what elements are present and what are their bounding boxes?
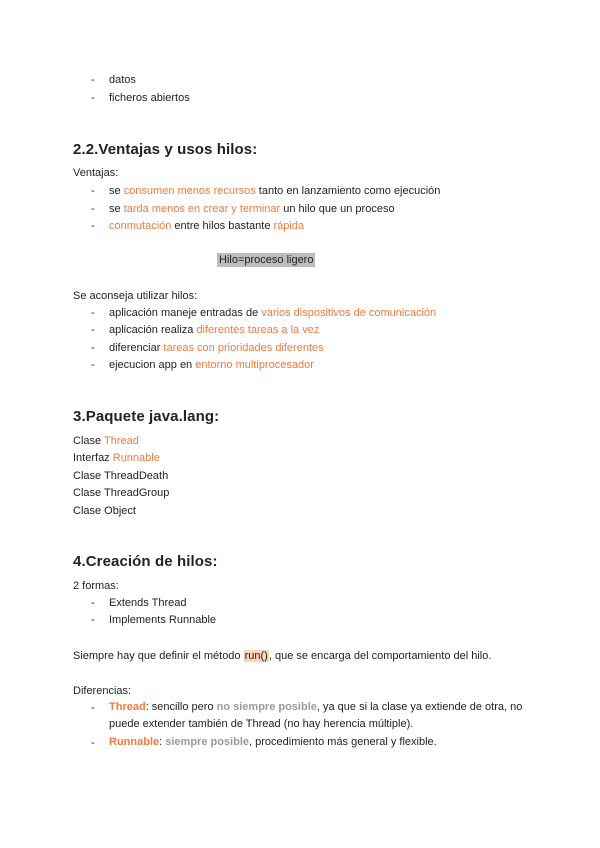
list-item-text: aplicación realiza diferentes tareas a la vez [109, 324, 320, 336]
bullet-dash: - [91, 74, 95, 86]
bullet-dash: - [91, 185, 95, 197]
list-item-text: Implements Runnable [109, 614, 217, 626]
list-item-text: aplicación maneje entradas de varios dispositivos de comunicación [109, 307, 437, 319]
list-item-text: diferenciar tareas con prioridades diferentes [109, 342, 324, 354]
class-line: Clase ThreadGroup [73, 487, 170, 499]
bullet-dash: - [91, 359, 95, 371]
highlight-note [217, 253, 315, 267]
list-item-text: se tarda menos en crear y terminar un hilo que un proceso [109, 203, 395, 215]
diff-runnable-text: Runnable: siempre posible, procedimiento más general y flexible. [109, 736, 437, 748]
bullet-dash: - [91, 220, 95, 232]
list-item-text: se consumen menos recursos tanto en lanzamiento como ejecución [109, 185, 441, 197]
list-item-text: conmutación entre hilos bastante rápida [109, 220, 305, 232]
diff-thread-text: Thread: sencillo pero no siempre posible, ya que si la clase ya extiende de otra, no puede extender también de Thread (no hay herencia múltiple). [109, 701, 523, 730]
highlighted-text: Hilo=proceso ligero [219, 254, 314, 266]
bullet-dash: - [91, 702, 95, 714]
bullet-dash: - [91, 307, 95, 319]
section-heading-paquete: 3.Paquete java.lang: [73, 408, 220, 425]
list-item-text: ejecucion app en entorno multiprocesador [109, 359, 314, 371]
section-heading-ventajas: 2.2.Ventajas y usos hilos: [73, 141, 258, 158]
ventajas-label: Ventajas: [73, 167, 119, 179]
bullet-dash: - [91, 597, 95, 609]
bullet-dash: - [91, 342, 95, 354]
class-line: Clase Object [73, 505, 136, 517]
bullet-dash: - [91, 203, 95, 215]
siempre-paragraph: Siempre hay que definir el método run(), que se encarga del comportamiento del hilo. [73, 650, 492, 662]
diferencias-label: Diferencias: [73, 685, 132, 697]
aconseja-label: Se aconseja utilizar hilos: [73, 290, 198, 302]
class-line: Clase Thread [73, 435, 139, 447]
list-item-text: Extends Thread [109, 597, 187, 609]
bullet-dash: - [91, 614, 95, 626]
formas-label: 2 formas: [73, 580, 119, 592]
run-method-highlight: run() [244, 650, 268, 662]
class-line: Interfaz Runnable [73, 452, 160, 464]
bullet-dash: - [91, 92, 95, 104]
section-heading-creacion: 4.Creación de hilos: [73, 553, 218, 570]
class-line: Clase ThreadDeath [73, 470, 169, 482]
bullet-dash: - [91, 324, 95, 336]
list-item-text: ficheros abiertos [109, 92, 190, 104]
bullet-dash: - [91, 737, 95, 749]
list-item-text: datos [109, 74, 136, 86]
